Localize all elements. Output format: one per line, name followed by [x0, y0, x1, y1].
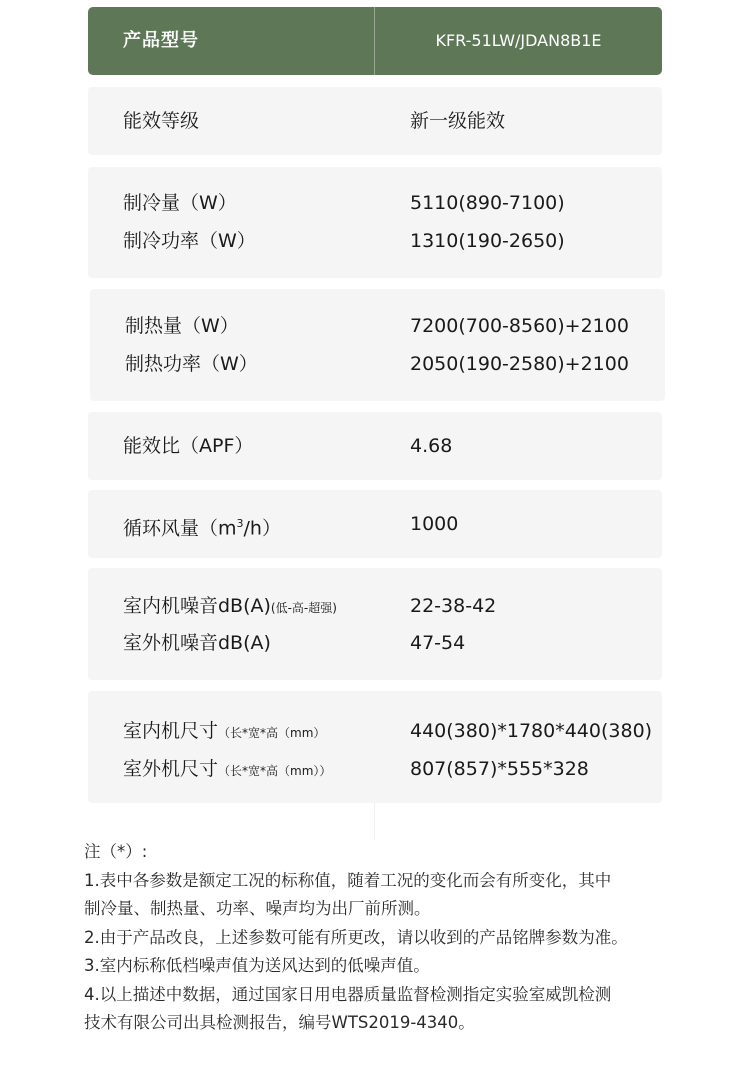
notes-heading: 注（*）: [84, 842, 148, 861]
spec-value: 22-38-42 [410, 595, 497, 617]
spec-label: 制热量（W） [125, 315, 239, 337]
spec-value: 1310(190-2650) [410, 230, 565, 252]
note-line: 2.由于产品改良，上述参数可能有所更改，请以收到的产品铭牌参数为准。 [84, 927, 628, 947]
spec-row-dimensions [88, 691, 662, 803]
spec-row-apf [88, 412, 662, 480]
spec-row-energy-level [88, 87, 662, 155]
spec-value: 47-54 [410, 632, 466, 654]
spec-value: 807(857)*555*328 [410, 758, 589, 780]
spec-label: 室外机噪音dB(A) [123, 632, 271, 654]
model-label: 产品型号 [123, 30, 199, 51]
spec-label: 循环风量$(m^3/h)$ [123, 517, 281, 540]
note-line: 1.表中各参数是额定工况的标称值，随着工况的变化而会有所变化，其中 [84, 870, 612, 890]
notes-section [84, 838, 684, 1038]
spec-value: 4.68 [410, 435, 453, 457]
note-line: 制冷量、制热量、功率、噪声均为出厂前所测。 [84, 899, 431, 918]
spec-value: 1000 [410, 513, 459, 535]
spec-label: 室内机噪音dB(A)(低-高-超强) [123, 595, 337, 617]
spec-label: 能效等级 [123, 110, 200, 132]
note-line: 3.室内标称低档噪声值为送风达到的低噪声值。 [84, 956, 430, 975]
note-line: 技术有限公司出具检测报告，编号WTS2019-4340。 [84, 1013, 475, 1032]
spec-value: 新一级能效 [410, 110, 506, 132]
model-value: KFR-51LW/JDAN8B1E [435, 31, 602, 50]
spec-label: 室内机尺寸（长*宽*高（mm） [123, 720, 326, 742]
note-line: 4.以上描述中数据，通过国家日用电器质量监督检测指定实验室威凯检测 [84, 984, 612, 1004]
spec-label: 制冷量（W） [123, 192, 237, 214]
spec-value: 7200(700-8560)+2100 [410, 315, 629, 337]
spec-value: 5110(890-7100) [410, 192, 565, 214]
spec-row-noise [88, 568, 662, 680]
spec-row-heating [90, 289, 665, 401]
spec-label: 制冷功率（W） [123, 230, 256, 252]
spec-label: 能效比（APF） [123, 435, 254, 457]
spec-label: 室外机尺寸（长*宽*高（mm）） [123, 758, 332, 780]
model-header [88, 7, 662, 75]
decorative-line [374, 802, 375, 840]
spec-label: 制热功率（W） [125, 353, 258, 375]
spec-value: 2050(190-2580)+2100 [410, 353, 629, 375]
spec-row-cooling [88, 167, 662, 278]
spec-row-airflow [88, 490, 662, 558]
spec-value: 440(380)*1780*440(380) [410, 720, 653, 742]
